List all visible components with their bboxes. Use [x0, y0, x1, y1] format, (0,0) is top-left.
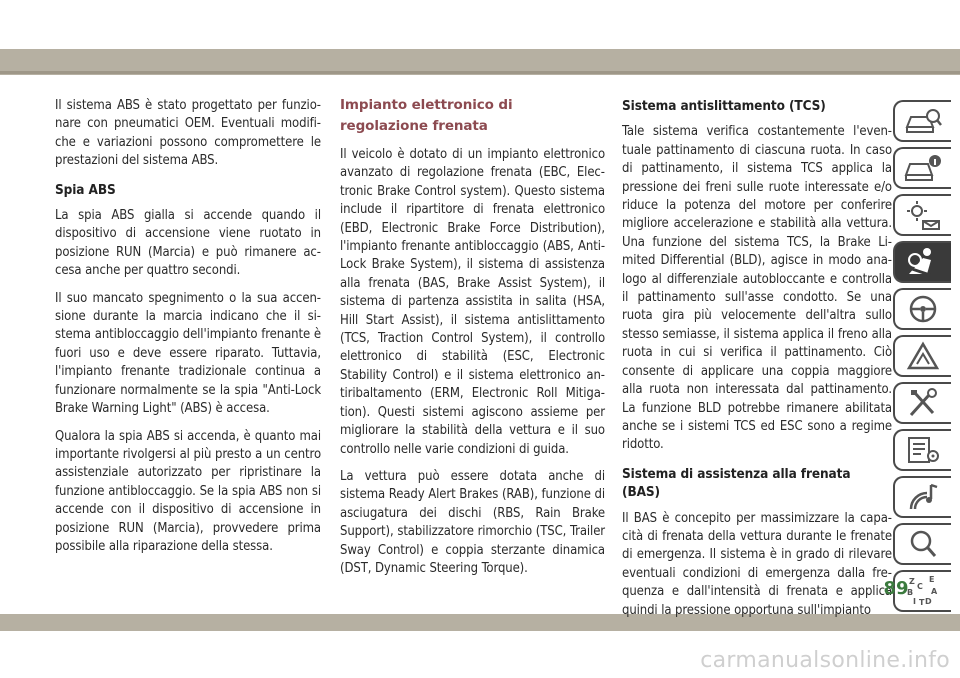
steering-wheel-icon[interactable] — [893, 288, 951, 330]
column-3 — [622, 97, 892, 620]
car-info-icon[interactable] — [893, 147, 951, 189]
top-band — [0, 49, 960, 75]
paragraph: Qualora la spia ABS si accenda, è quanto mai importante rivolgersi al più presto a un centro assistenziale autorizzato per ripristinare la funzione antibloccaggio. Se la spia ABS non si accende con il dispositivo di accensione in posizione RUN (Marcia), provvedere prima possibile alla riparazione della stessa. — [55, 428, 321, 554]
index-letter: Z — [909, 577, 915, 586]
paragraph: La vettura può essere dotata anche di sistema Ready Alert Brakes (RAB), funzione di asciugatura dei dischi (RBS, Rain Brake Support), stabilizzatore rimorchio (TSC, Trailer Sway Control) e coppia sterzante dinamica (DST, Dynamic Steering Torque). — [340, 468, 605, 576]
watermark: carmanualsonline.info — [700, 648, 950, 673]
tools-icon[interactable] — [893, 382, 951, 424]
airbag-safety-icon[interactable] — [893, 241, 951, 283]
paragraph: Tale sistema verifica costantemente l'eventuale pattinamento di ciascuna ruota. In caso di pattinamento, il sistema TCS applica la pressione dei freni sulle ruote interessate e/o riduce la potenza del motore per conferire migliore accelerazione e stabilità alla vettura. Una funzione del sistema TCS, la Brake Limited Differential (BLD), agisce in modo analogo al differenziale autobloccante e controlla il pattinamento sull'asse condotto. Se una ruota gira più velocemente dell'altra sullo stesso semiasse, il sistema applica il freno alla ruota in cui si verifica il pattinamento. Ciò consente di applicare una coppia maggiore alla ruota non interessata dal pattinamento. La funzione BLD potrebbe rimanere abilitata anche se i sistemi TCS ed ESC sono a regime ridotto. — [622, 124, 892, 453]
subheading-tcs: Sistema antislittamento (TCS) — [622, 98, 826, 114]
paragraph: Il suo mancato spegnimento o la sua accensione durante la marcia indicano che il sistema antibloccaggio dell'impianto frenante è fuori uso e deve essere riparato. Tuttavia, l'impianto frenante tradizionale continua a funzionare normalmente se la spia "Anti-Lock Brake Warning Light" (ABS) è accesa. — [55, 290, 321, 417]
maintenance-list-icon[interactable] — [893, 429, 951, 471]
index-letter: T — [919, 598, 925, 607]
multimedia-icon[interactable] — [893, 476, 951, 518]
dashboard-lights-icon[interactable] — [893, 194, 951, 236]
paragraph: La spia ABS gialla si accende quando il dispositivo di accensione viene ruotato in posizione RUN (Marcia) e può rimanere accesa anche per quattro secondi. — [55, 208, 321, 279]
subheading-spia-abs: Spia ABS — [55, 181, 116, 198]
roadside-warning-icon[interactable] — [893, 335, 951, 377]
index-letter: B — [907, 588, 914, 597]
section-heading: Impianto elettronico di regolazione frenata — [340, 97, 513, 134]
index-letter: D — [925, 597, 932, 606]
index-letter: A — [931, 587, 938, 596]
column-1 — [55, 97, 321, 565]
column-2 — [340, 97, 605, 587]
paragraph: Il sistema ABS è stato progettato per funzionare con pneumatici OEM. Eventuali modifiche e variazioni possono compromettere le prestazioni del sistema ABS. — [55, 98, 321, 169]
index-letter: C — [917, 582, 923, 591]
subheading-bas: Sistema di assistenza alla frenata (BAS) — [622, 465, 851, 501]
search-icon[interactable] — [893, 523, 951, 565]
paragraph: Il BAS è concepito per massimizzare la capacità di frenata della vettura durante le frenate di emergenza. Il sistema è in grado di rilevare eventuali condizioni di emergenza dalla frequenza e dall'intensità di frenata e applica quindi la pressione opportuna sull'impianto — [622, 510, 892, 618]
page-number: 89 — [883, 578, 909, 599]
index-letter: I — [913, 597, 916, 606]
car-search-icon[interactable] — [893, 100, 951, 142]
index-letter: E — [929, 575, 935, 584]
paragraph: Il veicolo è dotato di un impianto elettronico avanzato di regolazione frenata (EBC, Electronic Brake Control system). Questo sistema include il ripartitore di frenata elettronico (EBD, Electronic Brake Force Distribution), l'impianto frenante antibloccaggio (ABS, Anti-Lock Brake System), il sistema di assistenza alla frenata (BAS, Brake Assist System), il sistema di partenza assistita in salita (HSA, Hill Start Assist), il sistema antislittamento (TCS, Traction Control System), il controllo elettronico di stabilità (ESC, Electronic Stability Control) e il sistema elettronico antiribaltamento (ERM, Electronic Roll Mitigation). Questi sistemi agiscono assieme per migliorare la stabilità della vettura e il suo controllo nelle varie condizioni di guida. — [340, 147, 605, 457]
